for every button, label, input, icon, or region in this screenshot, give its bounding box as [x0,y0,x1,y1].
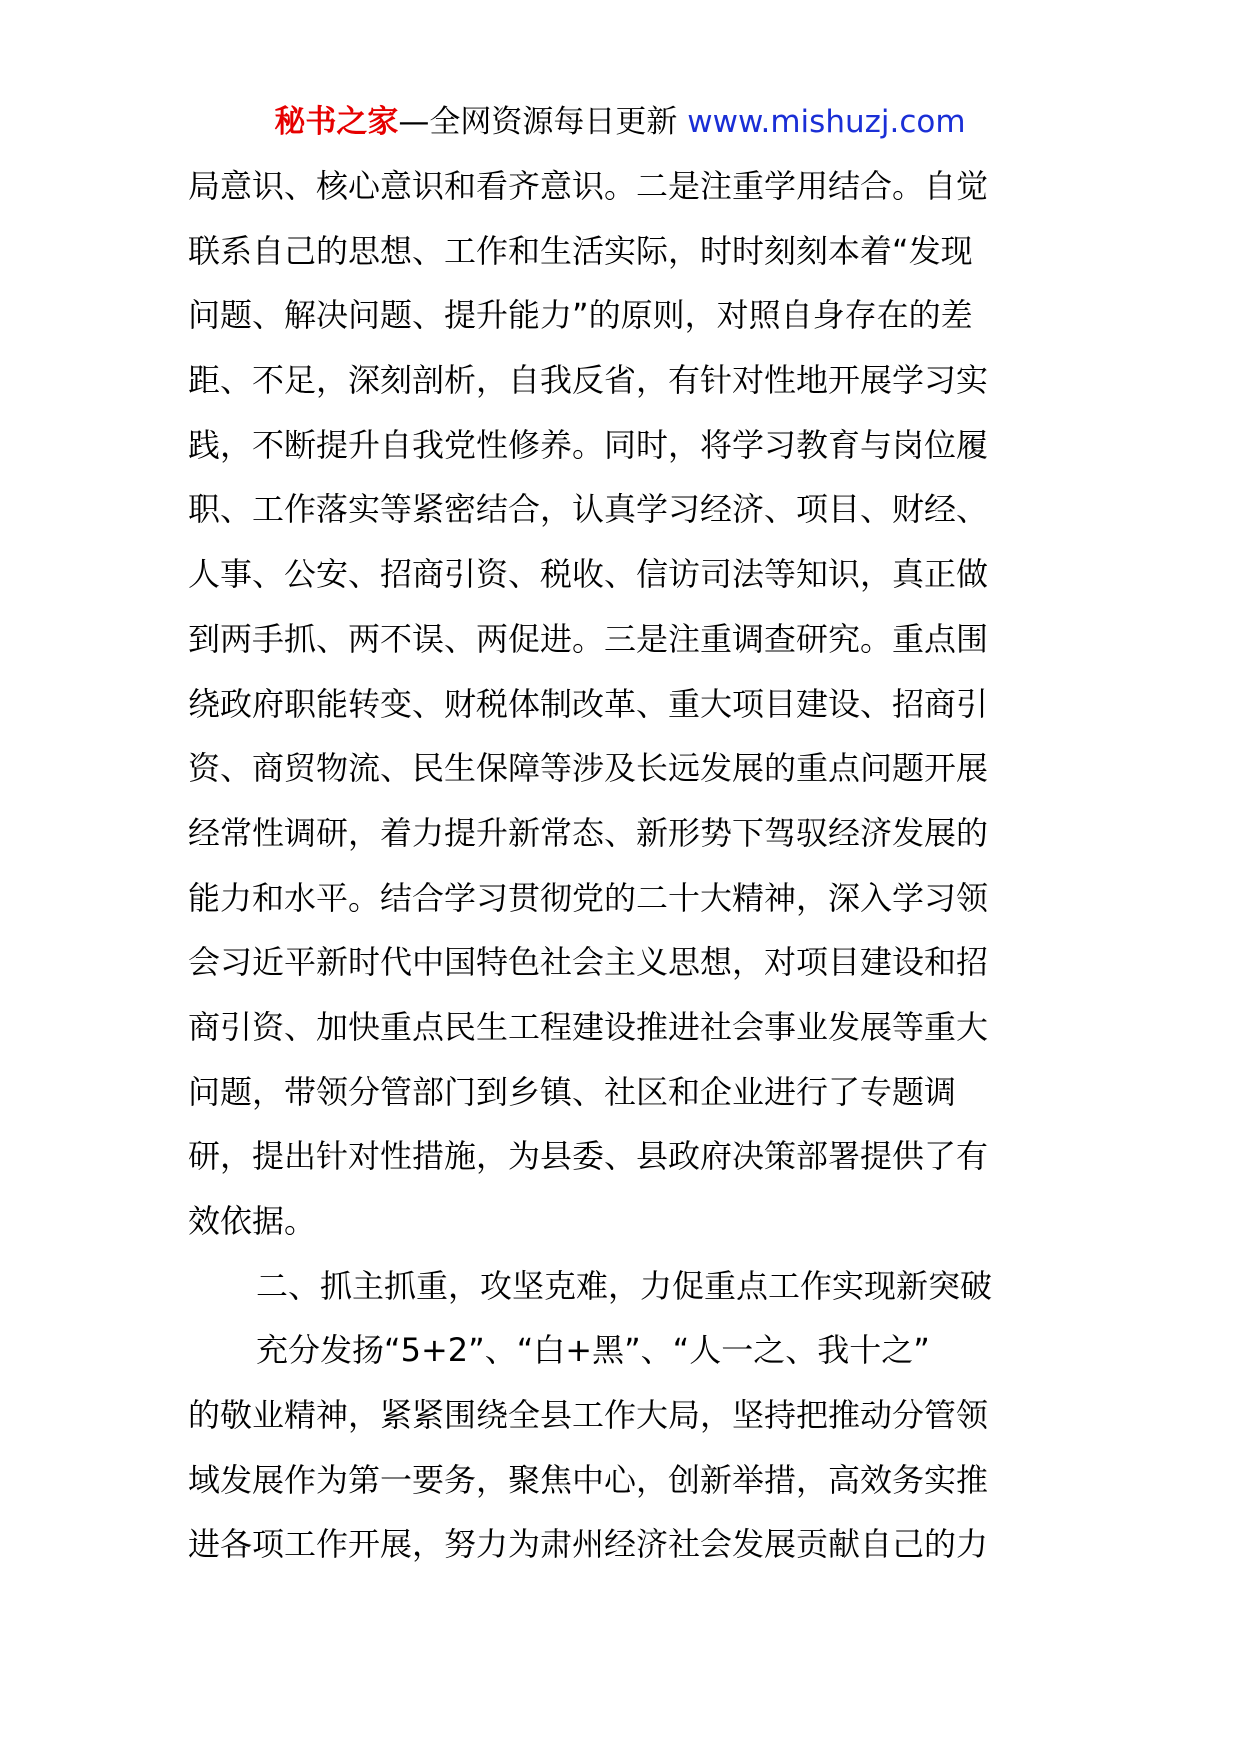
text-line: 效依据。 [188,1202,317,1240]
paragraph-start-line: 充分发扬“5+2”、“白+黑”、“人一之、我十之” [256,1331,930,1370]
site-header [0,100,1240,144]
text-line: 能力和水平。结合学习贯彻党的二十大精神，深入学习领 [188,878,989,917]
text-line: 域发展作为第一要务，聚焦中心，创新举措，高效务实推 [188,1460,989,1499]
text-line: 联系自己的思想、工作和生活实际，时时刻刻本着“发现 [188,231,973,270]
text-line: 职、工作落实等紧密结合，认真学习经济、项目、财经、 [188,490,989,529]
section-heading: 二、抓主抓重，攻坚克难，力促重点工作实现新突破 [256,1266,993,1305]
text-line: 研，提出针对性措施，为县委、县政府决策部署提供了有 [188,1137,989,1176]
text-line: 绕政府职能转变、财税体制改革、重大项目建设、招商引 [188,684,989,723]
text-line: 到两手抓、两不误、两促进。三是注重调查研究。重点围 [188,619,989,658]
text-line: 经常性调研，着力提升新常态、新形势下驾驭经济发展的 [188,813,989,852]
site-brand: 秘书之家 [274,104,399,140]
document-body [188,161,1068,1584]
text-line: 问题，带领分管部门到乡镇、社区和企业进行了专题调 [188,1072,957,1111]
text-line: 商引资、加快重点民生工程建设推进社会事业发展等重大 [188,1007,989,1046]
text-line: 距、不足，深刻剖析，自我反省，有针对性地开展学习实 [188,361,989,400]
site-tagline: —全网资源每日更新 [398,104,678,140]
text-line: 进各项工作开展，努力为肃州经济社会发展贡献自己的力 [188,1525,989,1564]
text-line: 资、商贸物流、民生保障等涉及长远发展的重点问题开展 [188,749,989,788]
text-line: 人事、公安、招商引资、税收、信访司法等知识，真正做 [188,555,989,594]
text-line: 践，不断提升自我党性修养。同时，将学习教育与岗位履 [188,425,989,464]
text-line: 会习近平新时代中国特色社会主义思想，对项目建设和招 [188,943,989,982]
text-line: 局意识、核心意识和看齐意识。二是注重学用结合。自觉 [188,167,989,205]
site-url[interactable]: www.mishuzj.com [687,104,966,140]
text-line: 问题、解决问题、提升能力”的原则，对照自身存在的差 [188,296,973,335]
text-line: 的敬业精神，紧紧围绕全县工作大局，坚持把推动分管领 [188,1396,989,1435]
